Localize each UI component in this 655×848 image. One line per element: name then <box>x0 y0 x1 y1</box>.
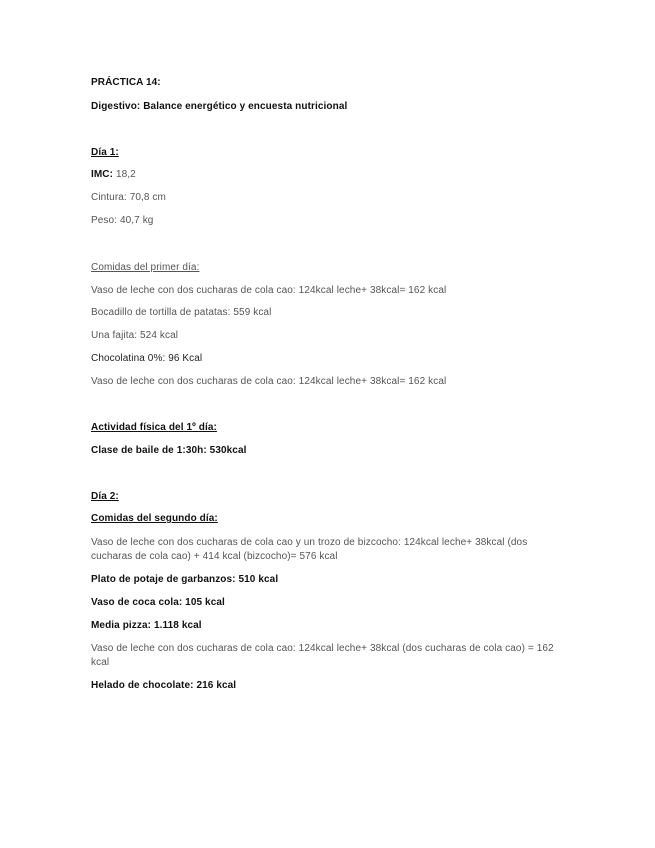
day1-meals-heading: Comidas del primer día: <box>91 262 200 273</box>
imc-value: 18,2 <box>113 169 136 180</box>
cintura-line: Cintura: 70,8 cm <box>91 192 166 203</box>
imc-label: IMC: <box>91 169 114 180</box>
day2-meal-4: Media pizza: 1.118 kcal <box>91 620 202 631</box>
day2-heading: Día 2: <box>91 491 119 502</box>
day2-meal-1: Vaso de leche con dos cucharas de cola cao y un trozo de bizcocho: 124kcal leche+ 38kcal (dos cucharas de cola cao) + 414 kcal (bizcocho)= 576 kcal <box>91 537 528 562</box>
day1-meal-2: Bocadillo de tortilla de patatas: 559 kcal <box>91 307 272 318</box>
day1-heading: Día 1: <box>91 147 119 158</box>
day2-meal-5: Vaso de leche con dos cucharas de cola cao: 124kcal leche+ 38kcal (dos cucharas de cola cao) = 162 kcal <box>91 643 554 668</box>
document-title: PRÁCTICA 14: <box>91 77 161 88</box>
day1-activity: Clase de baile de 1:30h: 530kcal <box>91 445 247 456</box>
day1-meal-3: Una fajita: 524 kcal <box>91 330 179 341</box>
day1-meal-5: Vaso de leche con dos cucharas de cola cao: 124kcal leche+ 38kcal= 162 kcal <box>91 376 447 387</box>
day2-meal-3: Vaso de coca cola: 105 kcal <box>91 597 225 608</box>
day2-meal-2: Plato de potaje de garbanzos: 510 kcal <box>91 574 279 585</box>
imc-line <box>91 168 136 182</box>
day1-meal-1: Vaso de leche con dos cucharas de cola cao: 124kcal leche+ 38kcal= 162 kcal <box>91 285 447 296</box>
day1-meal-4: Chocolatina 0%: 96 Kcal <box>91 353 203 364</box>
day2-meal-6: Helado de chocolate: 216 kcal <box>91 680 237 691</box>
day1-activity-heading: Actividad física del 1º día: <box>91 422 217 433</box>
peso-line: Peso: 40,7 kg <box>91 215 154 226</box>
day2-meals-heading: Comidas del segundo día: <box>91 513 218 524</box>
document-subtitle: Digestivo: Balance energético y encuesta nutricional <box>91 101 348 112</box>
